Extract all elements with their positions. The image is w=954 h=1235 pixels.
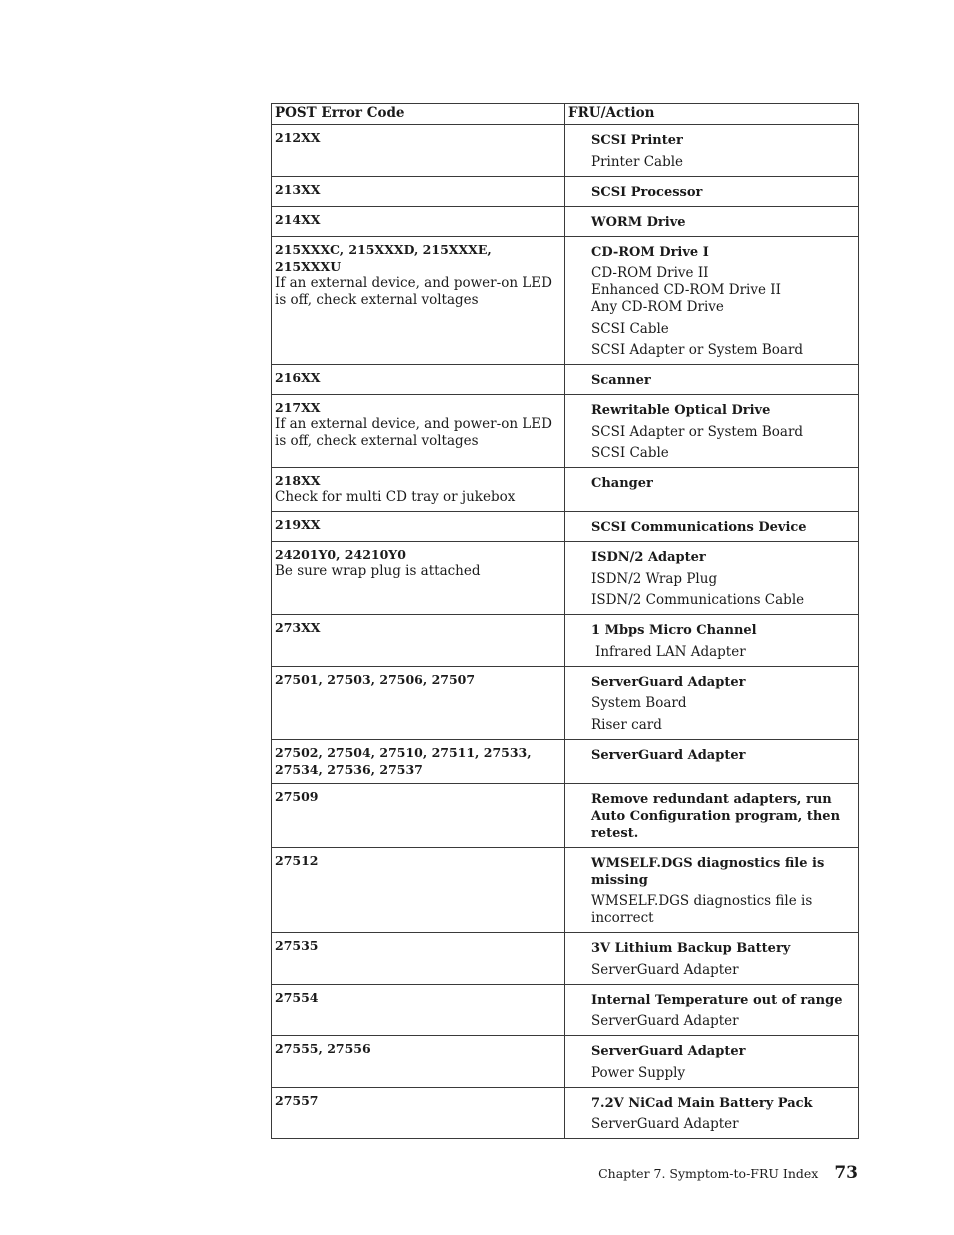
error-code: 219XX <box>275 517 321 532</box>
fru-action-item: SCSI Cable <box>591 320 669 337</box>
table-row <box>272 984 859 1036</box>
table-header <box>272 104 859 125</box>
fru-action-item: Printer Cable <box>591 153 684 170</box>
table-row <box>272 468 859 512</box>
error-code: 212XX <box>275 130 321 145</box>
fru-action-item: ISDN/2 Wrap Plug <box>591 570 718 587</box>
table-row <box>272 176 859 206</box>
table-row <box>272 236 859 365</box>
page-number: 73 <box>834 1163 858 1183</box>
error-code: 216XX <box>275 370 321 385</box>
table-row <box>272 666 859 739</box>
fru-action-cell <box>565 468 859 512</box>
fru-action-cell <box>565 236 859 365</box>
error-code-cell <box>272 395 565 468</box>
error-code-cell <box>272 176 565 206</box>
table-row <box>272 512 859 542</box>
error-code-cell <box>272 847 565 933</box>
fru-action-cell <box>565 365 859 395</box>
header-fru-action: FRU/Action <box>565 104 859 125</box>
fru-action-item: ServerGuard Adapter <box>591 1116 739 1132</box>
table-row <box>272 615 859 667</box>
fru-action-item: Infrared LAN Adapter <box>595 643 746 660</box>
error-code: 24201Y0, 24210Y0 <box>275 547 406 562</box>
fru-action-item: ISDN/2 Communications Cable <box>591 592 805 608</box>
post-error-table <box>271 103 859 1139</box>
fru-action-cell <box>565 1036 859 1088</box>
error-code-cell <box>272 1087 565 1139</box>
fru-action-item: CD-ROM Drive II <box>591 265 709 281</box>
fru-primary-action: SCSI Printer <box>591 133 683 148</box>
error-code-cell <box>272 468 565 512</box>
fru-primary-action: WORM Drive <box>591 214 686 230</box>
table-row <box>272 1036 859 1088</box>
error-code-cell <box>272 125 565 177</box>
fru-primary-action: WMSELF.DGS diagnostics file is missing <box>591 855 825 888</box>
fru-action-cell <box>565 542 859 615</box>
error-code-cell <box>272 933 565 985</box>
header-row <box>272 104 859 125</box>
table-row <box>272 206 859 236</box>
fru-primary-action: Rewritable Optical Drive <box>591 403 771 418</box>
fru-primary-action: 3V Lithium Backup Battery <box>591 941 791 956</box>
fru-action-item: WMSELF.DGS diagnostics file is incorrect <box>591 893 813 926</box>
error-code-cell <box>272 1036 565 1088</box>
chapter-title: Chapter 7. Symptom-to-FRU Index <box>598 1166 819 1181</box>
table-row <box>272 783 859 847</box>
error-code-cell <box>272 739 565 783</box>
error-note: Check for multi CD tray or jukebox <box>275 489 516 505</box>
fru-primary-action: SCSI Processor <box>591 184 703 200</box>
error-code-cell <box>272 236 565 365</box>
error-note: If an external device, and power-on LED is off, check external voltages <box>275 416 552 449</box>
error-code: 27554 <box>275 989 319 1005</box>
fru-primary-action: SCSI Communications Device <box>591 520 807 535</box>
table-row <box>272 365 859 395</box>
error-code: 27502, 27504, 27510, 27511, 27533, 27534, 27536, 27537 <box>275 744 532 777</box>
fru-action-cell <box>565 125 859 177</box>
fru-action-cell <box>565 666 859 739</box>
fru-action-item: ServerGuard Adapter <box>591 961 739 978</box>
fru-primary-action: CD-ROM Drive I <box>591 244 709 260</box>
table-row <box>272 1087 859 1139</box>
fru-action-cell <box>565 847 859 933</box>
fru-action-cell <box>565 395 859 468</box>
fru-primary-action: 1 Mbps Micro Channel <box>591 623 757 638</box>
fru-action-item: SCSI Adapter or System Board <box>591 423 804 440</box>
error-code: 213XX <box>275 181 321 197</box>
error-code: 27555, 27556 <box>275 1041 371 1056</box>
fru-action-item: Enhanced CD-ROM Drive II <box>591 282 781 298</box>
error-code-cell <box>272 365 565 395</box>
fru-action-item: SCSI Adapter or System Board <box>591 342 804 358</box>
page-footer <box>598 1163 858 1183</box>
error-code-cell <box>272 206 565 236</box>
table-row <box>272 542 859 615</box>
fru-action-item: SCSI Cable <box>591 445 669 461</box>
error-code: 27501, 27503, 27506, 27507 <box>275 671 476 687</box>
fru-action-cell <box>565 984 859 1036</box>
fru-action-cell <box>565 512 859 542</box>
error-code-cell <box>272 542 565 615</box>
fru-action-item: Power Supply <box>591 1064 686 1081</box>
fru-action-cell <box>565 206 859 236</box>
error-code: 214XX <box>275 211 321 227</box>
error-code: 27535 <box>275 938 319 953</box>
fru-action-item: Riser card <box>591 716 662 733</box>
error-code-cell <box>272 512 565 542</box>
table-row <box>272 125 859 177</box>
fru-action-item: System Board <box>591 695 687 711</box>
error-code: 217XX <box>275 400 321 415</box>
error-note: If an external device, and power-on LED is off, check external voltages <box>275 274 552 308</box>
table-row <box>272 395 859 468</box>
fru-primary-action: Scanner <box>591 373 651 388</box>
error-code-cell <box>272 615 565 667</box>
fru-primary-action: ServerGuard Adapter <box>591 1044 746 1059</box>
error-note: Be sure wrap plug is attached <box>275 563 481 579</box>
fru-primary-action: 7.2V NiCad Main Battery Pack <box>591 1095 813 1111</box>
fru-action-item: ServerGuard Adapter <box>591 1013 739 1029</box>
fru-primary-action: ISDN/2 Adapter <box>591 550 706 565</box>
error-code-cell <box>272 783 565 847</box>
fru-action-cell <box>565 739 859 783</box>
fru-primary-action: ServerGuard Adapter <box>591 674 746 690</box>
table-row <box>272 933 859 985</box>
fru-primary-action: Internal Temperature out of range <box>591 992 843 1008</box>
table-row <box>272 739 859 783</box>
error-code: 27557 <box>275 1092 319 1108</box>
fru-action-cell <box>565 933 859 985</box>
header-post-error-code: POST Error Code <box>272 104 565 125</box>
fru-primary-action: Remove redundant adapters, run Auto Configuration program, then retest. <box>591 791 841 841</box>
fru-primary-action: Changer <box>591 476 653 491</box>
fru-action-item: Any CD-ROM Drive <box>591 299 724 315</box>
fru-action-cell <box>565 1087 859 1139</box>
table-row <box>272 847 859 933</box>
error-code: 273XX <box>275 620 321 635</box>
table-body <box>272 125 859 1139</box>
fru-action-cell <box>565 615 859 667</box>
error-code: 218XX <box>275 473 321 488</box>
fru-action-cell <box>565 176 859 206</box>
fru-primary-action: ServerGuard Adapter <box>591 747 746 763</box>
error-code-cell <box>272 666 565 739</box>
error-code: 215XXXC, 215XXXD, 215XXXE, 215XXXU <box>275 241 492 274</box>
error-code: 27512 <box>275 852 319 868</box>
error-code: 27509 <box>275 788 319 804</box>
fru-action-cell <box>565 783 859 847</box>
error-code-cell <box>272 984 565 1036</box>
